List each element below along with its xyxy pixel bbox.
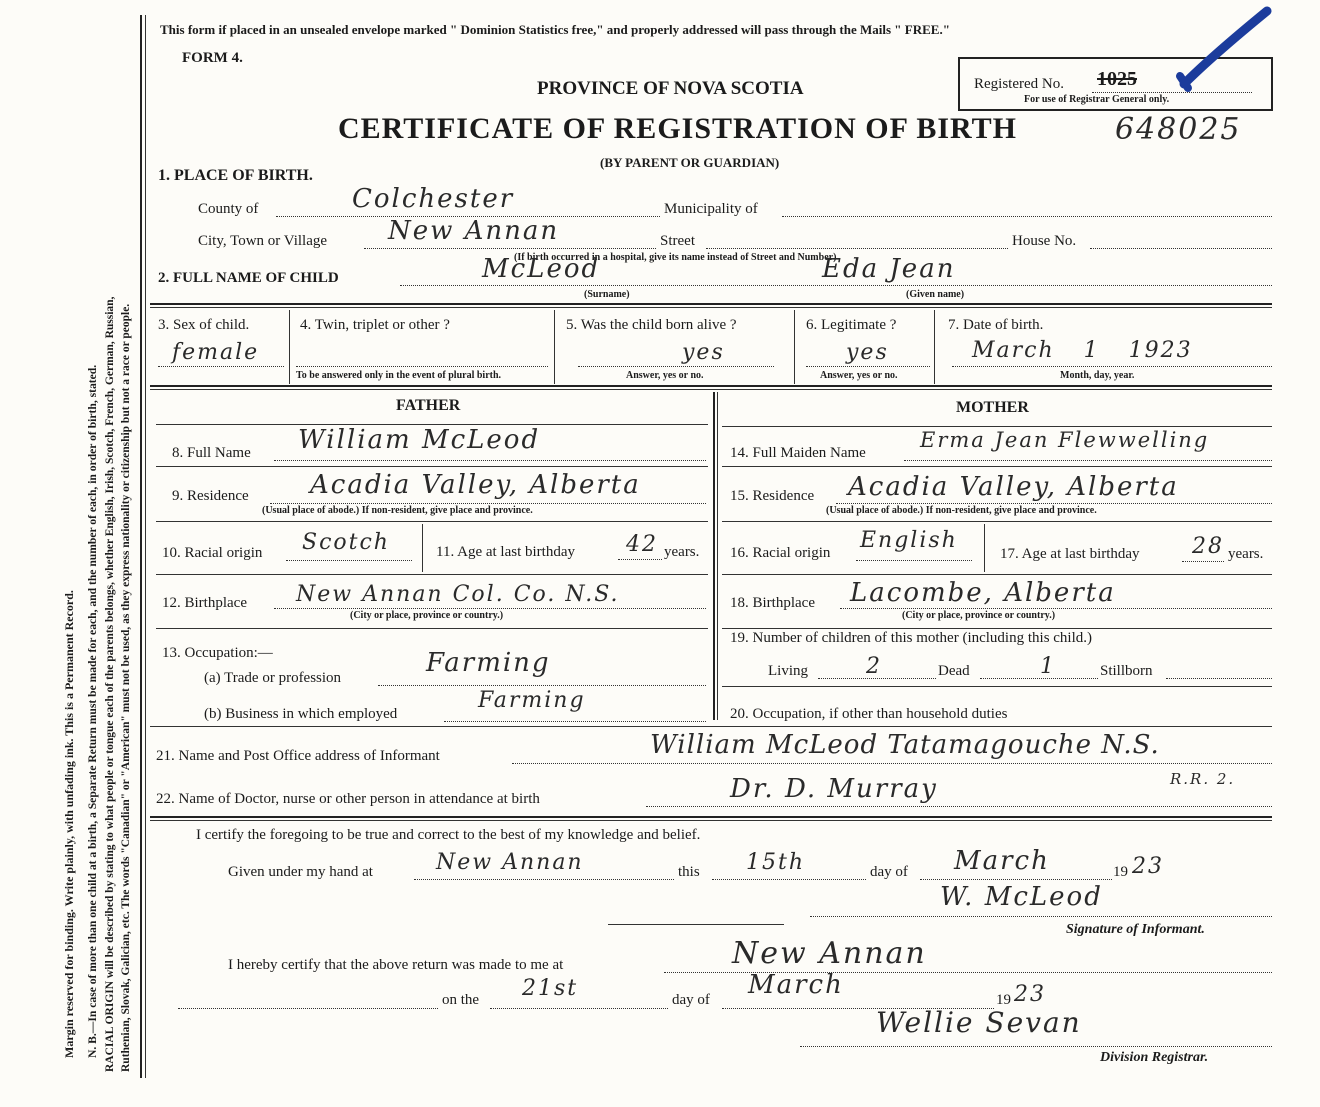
binding-margin-rule-inner (145, 15, 146, 1078)
trade-value: Farming (426, 648, 551, 678)
row3-divider-4 (934, 310, 935, 384)
given-place: New Annan (436, 850, 584, 875)
registrar-day-line (490, 1008, 668, 1009)
informant-signature-caption: Signature of Informant. (1066, 922, 1205, 937)
legitimate-note: Answer, yes or no. (820, 370, 898, 381)
dead-label: Dead (938, 663, 970, 679)
alive-value: yes (682, 340, 725, 365)
father-rule-4 (156, 628, 708, 629)
county-label: County of (198, 201, 259, 217)
day-of-label: day of (870, 864, 908, 880)
cert-year-suffix: 23 (1132, 854, 1164, 879)
section-rule-3 (150, 726, 1272, 727)
alive-note: Answer, yes or no. (626, 370, 704, 381)
binding-margin-rule (140, 15, 142, 1078)
parents-divider (713, 392, 715, 720)
father-rule-1 (156, 466, 708, 467)
mother-occupation-label: 20. Occupation, if other than household duties (730, 706, 1008, 722)
section-rule-4b (150, 820, 1272, 821)
registrar-year-prefix: 19 (996, 992, 1011, 1008)
mother-age-value: 28 (1192, 534, 1224, 559)
legitimate-value: yes (846, 340, 889, 365)
father-age-label: 11. Age at last birthday (436, 544, 575, 560)
mother-racial-label: 16. Racial origin (730, 545, 831, 561)
mother-racial-line (856, 560, 972, 561)
mother-racial-divider (984, 524, 985, 572)
mother-racial-value: English (860, 528, 958, 553)
section-rule-1 (150, 303, 1272, 305)
this-day-line (712, 879, 866, 880)
this-day: 15th (746, 850, 806, 875)
occupation-label: 13. Occupation:— (162, 645, 273, 661)
mother-residence-label: 15. Residence (730, 488, 815, 504)
dob-value: March 1 1923 (972, 338, 1193, 363)
house-label: House No. (1012, 233, 1077, 249)
business-value: Farming (478, 688, 586, 713)
dob-note: Month, day, year. (1060, 370, 1135, 381)
twin-note: To be answered only in the event of plural birth. (296, 370, 502, 381)
registrar-signature-line (800, 1046, 1272, 1047)
mother-rule-4 (722, 628, 1272, 629)
father-birthplace-value: New Annan Col. Co. N.S. (296, 582, 620, 607)
city-field-line (364, 248, 656, 249)
sidebar-line-2: N. B.—In case of more than one child at a birth, a Separate Return must be made for each, and the number of each, in order of birth, stated. (86, 364, 99, 1058)
registrar-place: New Annan (732, 936, 927, 971)
father-years-label: years. (664, 544, 700, 560)
registered-value: 1025 (1097, 68, 1137, 90)
cert-month: March (954, 846, 1050, 876)
doctor-label: 22. Name of Doctor, nurse or other person in attendance at birth (156, 791, 540, 807)
dead-line (980, 678, 1098, 679)
house-field-line (1090, 248, 1272, 249)
given-place-line (414, 879, 674, 880)
mother-age-line (1182, 561, 1224, 562)
parents-divider-b (717, 392, 718, 720)
street-field-line (706, 248, 1008, 249)
mother-rule-1 (722, 466, 1272, 467)
registered-label: Registered No. (974, 76, 1064, 92)
mother-age-label: 17. Age at last birthday (1000, 546, 1140, 562)
row3-divider-2 (554, 310, 555, 384)
father-name-label: 8. Full Name (172, 445, 251, 461)
father-rule-3 (156, 574, 708, 575)
city-value: New Annan (388, 216, 560, 246)
trade-line (378, 685, 706, 686)
certificate-title: CERTIFICATE OF REGISTRATION OF BIRTH (338, 112, 1017, 145)
sidebar-line-3: RACIAL ORIGIN will be described by stating to what people or tongue each of the parents belongs, whether English, Irish, Scotch, French, German, Russian, (104, 296, 116, 1072)
children-label: 19. Number of children of this mother (including this child.) (730, 630, 1093, 646)
legitimate-field-line (806, 366, 930, 367)
mother-rule-5 (722, 686, 1272, 687)
registrar-day: 21st (522, 976, 579, 1001)
sex-field-line (158, 366, 284, 367)
legitimate-label: 6. Legitimate ? (806, 317, 897, 333)
mother-birthplace-note: (City or place, province or country.) (902, 610, 1056, 621)
mother-rule-3 (722, 574, 1272, 575)
dob-field-line (952, 366, 1272, 367)
father-heading: FATHER (396, 397, 461, 414)
business-label: (b) Business in which employed (204, 706, 398, 722)
sex-label: 3. Sex of child. (158, 317, 250, 333)
father-birthplace-line (274, 608, 706, 609)
informant-label: 21. Name and Post Office address of Informant (156, 748, 440, 764)
section-rule-2b (150, 389, 1272, 390)
sidebar-line-4: Ruthenian, Slovak, Galician, etc. The words "Canadian" or "American" must not be used, as they express nationality or citizenship but not a race or people. (120, 303, 132, 1072)
municipality-field-line (782, 216, 1272, 217)
informant-value-2: R.R. 2. (1170, 770, 1236, 788)
province-heading: PROVINCE OF NOVA SCOTIA (537, 78, 804, 99)
given-label: Given under my hand at (228, 864, 373, 880)
informant-line (512, 763, 1272, 764)
father-racial-label: 10. Racial origin (162, 545, 263, 561)
mother-birthplace-label: 18. Birthplace (730, 595, 815, 611)
given-caption: (Given name) (906, 289, 965, 300)
registrar-signature: Wellie Sevan (876, 1006, 1082, 1039)
section-rule-2 (150, 385, 1272, 387)
mother-birthplace-line (840, 608, 1272, 609)
father-age-value: 42 (626, 532, 658, 557)
registrar-note: For use of Registrar General only. (1024, 94, 1170, 105)
registrar-lead-line (178, 1008, 438, 1009)
twin-field-line (296, 366, 548, 367)
father-name-value: William McLeod (298, 425, 541, 455)
informant-signature-line (810, 916, 1272, 917)
father-birthplace-note: (City or place, province or country.) (350, 610, 504, 621)
blue-check-mark-icon (1172, 6, 1272, 96)
row3-divider-1 (289, 310, 290, 384)
county-value: Colchester (352, 184, 515, 214)
doctor-value: Dr. D. Murray (730, 774, 938, 804)
mother-name-value: Erma Jean Flewwelling (920, 428, 1210, 452)
section-rule-4 (150, 816, 1272, 818)
place-of-birth-heading: 1. PLACE OF BIRTH. (158, 167, 313, 184)
on-the-label: on the (442, 992, 480, 1008)
city-label: City, Town or Village (198, 233, 328, 249)
form-number: FORM 4. (182, 50, 243, 66)
informant-value: William McLeod Tatamagouche N.S. (650, 730, 1160, 760)
father-residence-value: Acadia Valley, Alberta (310, 470, 641, 500)
registrar-month: March (748, 970, 844, 1000)
alive-label: 5. Was the child born alive ? (566, 317, 737, 333)
registrar-statement: I hereby certify that the above return was made to me at (228, 957, 564, 973)
twin-label: 4. Twin, triplet or other ? (300, 317, 450, 333)
dob-label: 7. Date of birth. (948, 317, 1044, 333)
stillborn-label: Stillborn (1100, 663, 1153, 679)
child-name-label: 2. FULL NAME OF CHILD (158, 270, 339, 286)
street-label: Street (660, 233, 695, 249)
mother-birthplace-value: Lacombe, Alberta (850, 578, 1116, 608)
child-surname: McLeod (482, 254, 601, 284)
registrar-caption: Division Registrar. (1100, 1050, 1209, 1065)
mother-residence-line (836, 503, 1272, 504)
section-rule-1b (150, 307, 1272, 308)
mother-name-label: 14. Full Maiden Name (730, 445, 866, 461)
father-name-line (274, 460, 706, 461)
child-name-field-line (400, 285, 1272, 286)
hospital-note: (If birth occurred in a hospital, give its name instead of Street and Number) (514, 252, 837, 263)
mother-residence-note: (Usual place of abode.) If non-resident, give place and province. (826, 505, 1097, 516)
surname-caption: (Surname) (584, 289, 630, 300)
child-given-name: Eda Jean (822, 254, 956, 284)
trade-label: (a) Trade or profession (204, 670, 342, 686)
father-rule-2 (156, 521, 708, 522)
registrar-divider (608, 924, 784, 925)
mail-notice: This form if placed in an unsealed envelope marked " Dominion Statistics free," and properly addressed will pass through the Mails " FREE." (160, 22, 950, 37)
mother-name-line (904, 460, 1272, 461)
mother-heading-rule (722, 426, 1272, 427)
sidebar-line-1: Margin reserved for binding. Write plainly, with unfading ink. This is a Permanent Record. (62, 590, 76, 1058)
mother-rule-2 (722, 521, 1272, 522)
municipality-label: Municipality of (664, 201, 758, 217)
certificate-number: 648025 (1115, 112, 1242, 147)
mother-residence-value: Acadia Valley, Alberta (848, 472, 1179, 502)
doctor-line (646, 806, 1272, 807)
certificate-subtitle: (BY PARENT OR GUARDIAN) (600, 155, 780, 170)
registrar-year-suffix: 23 (1014, 982, 1046, 1007)
dead-value: 1 (1040, 654, 1056, 679)
business-line (444, 721, 706, 722)
living-value: 2 (866, 654, 882, 679)
registrar-day-of-label: day of (672, 992, 710, 1008)
father-racial-value: Scotch (302, 530, 390, 555)
informant-signature: W. McLeod (940, 882, 1103, 912)
father-residence-note: (Usual place of abode.) If non-resident, give place and province. (262, 505, 533, 516)
month-line (920, 879, 1112, 880)
this-label: this (678, 864, 700, 880)
mother-heading: MOTHER (956, 399, 1029, 416)
stillborn-line (1166, 678, 1272, 679)
father-age-line (618, 559, 662, 560)
sex-value: female (172, 340, 260, 365)
mother-years-label: years. (1228, 546, 1264, 562)
cert-year-prefix: 19 (1113, 864, 1128, 880)
row3-divider-3 (794, 310, 795, 384)
certification-statement: I certify the foregoing to be true and correct to the best of my knowledge and belief. (196, 827, 701, 843)
living-label: Living (768, 663, 808, 679)
father-racial-divider (422, 524, 423, 572)
father-racial-line (286, 560, 412, 561)
father-residence-line (270, 503, 706, 504)
father-birthplace-label: 12. Birthplace (162, 595, 247, 611)
alive-field-line (578, 366, 774, 367)
father-residence-label: 9. Residence (172, 488, 249, 504)
